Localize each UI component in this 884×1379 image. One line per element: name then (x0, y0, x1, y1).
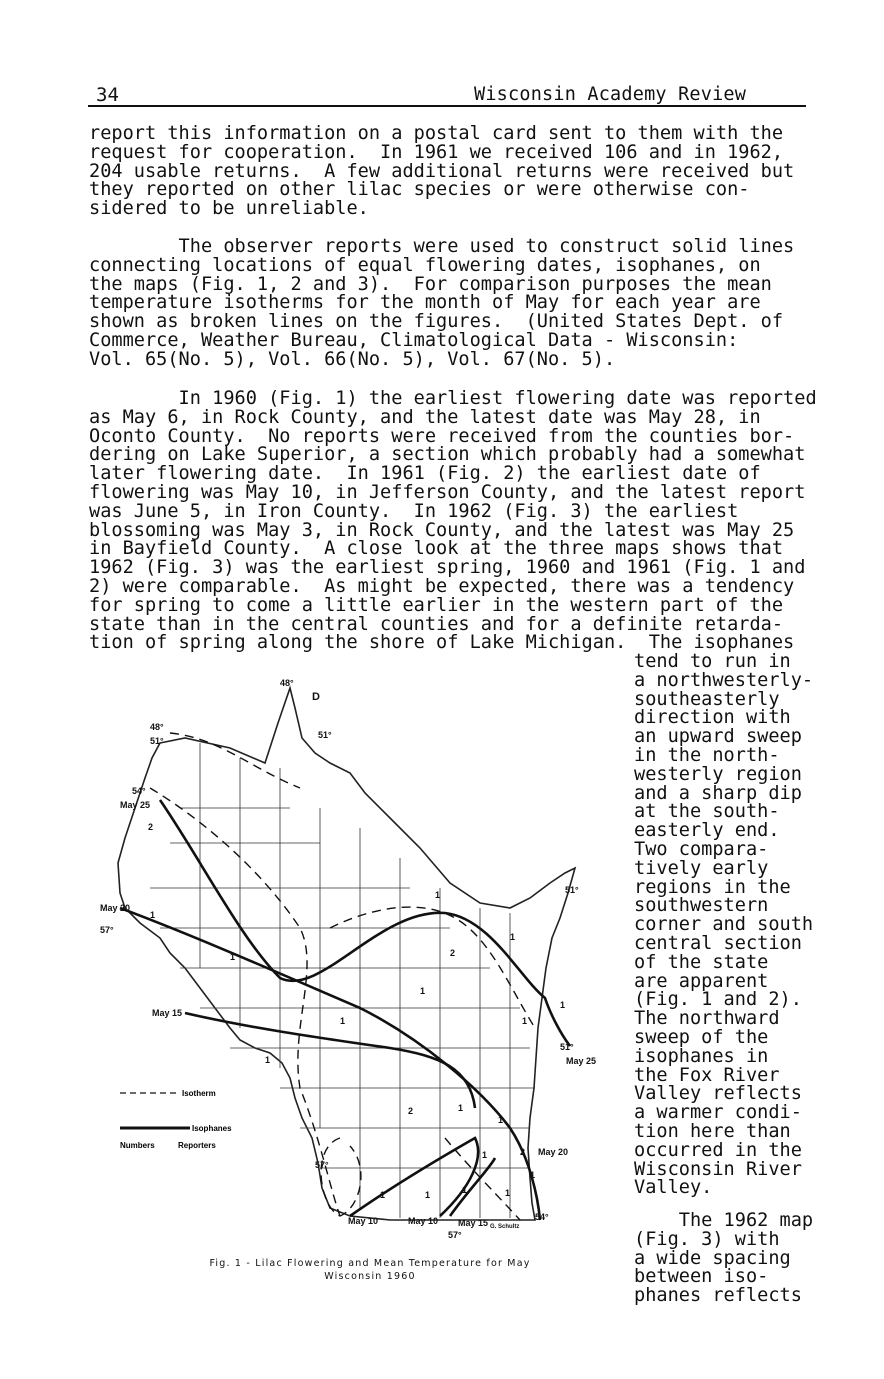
page-number: 34 (96, 84, 119, 106)
legend-isotherm: Isotherm (182, 1089, 216, 1098)
reporter-count-label: 1 (420, 986, 426, 996)
isotherm-label: 54° (535, 1212, 549, 1222)
figure-caption (170, 1257, 570, 1283)
isophane-label: May 20 (538, 1147, 569, 1157)
isophane-label: May 25 (566, 1056, 597, 1066)
caption-line-2: Wisconsin 1960 (324, 1271, 416, 1282)
wisconsin-lilac-map (90, 668, 597, 1240)
caption-line-1: Fig. 1 - Lilac Flowering and Mean Temperature for May (209, 1258, 531, 1269)
reporter-count-label: 1 (462, 1185, 468, 1195)
isotherm-label: 54° (132, 786, 146, 796)
reporter-count-label: 2 (520, 1147, 526, 1157)
reporter-count-label: 1 (510, 932, 516, 942)
isotherm-label: 57° (448, 1230, 462, 1240)
reporter-count-label: 1 (435, 890, 441, 900)
isophane-label: May 25 (120, 800, 151, 810)
isotherm-label: 48° (280, 678, 294, 688)
reporter-count-label: 2 (408, 1106, 414, 1116)
isotherm-label: 51° (318, 730, 332, 740)
isophane-label: May 20 (100, 903, 131, 913)
paragraph-1: report this information on a postal card sent to them with the request for cooperation. In 1961 we received 106 and in 1962, 204 usable returns. A few additional returns were received but they reported on other lilac species or were otherwise con- sidered to be unreliable. (89, 123, 795, 220)
map-legend (120, 1089, 232, 1150)
reporter-count-label: 1 (425, 1190, 431, 1200)
reporter-count-label: 1 (560, 1000, 566, 1010)
reporter-count-label: 2 (450, 948, 456, 958)
isotherm-label: 57° (315, 1160, 329, 1170)
place-label: D (312, 691, 320, 703)
isophane-lines (120, 800, 570, 1220)
reporter-count-label: 1 (498, 1115, 504, 1125)
side-column-text: tend to run in a northwesterly- southeasterly direction with an upward sweep in the north- westerly region and a sharp dip at the south- easterly end. Two compara- tively early regions in the southwestern corner and south central section of the state are apparent (Fig. 1 and 2). The northward sweep of the isophanes in the Fox River Valley reflects a warmer condi- tion here than occurred in the Wisconsin River Valley. (634, 651, 814, 1199)
isotherm-label: 48° (150, 722, 164, 732)
isotherm-label: 51° (565, 885, 579, 895)
isophane-label: May 15 (152, 1008, 183, 1018)
paragraph-3: In 1960 (Fig. 1) the earliest flowering date was reported as May 6, in Rock County, and the latest date was May 28, in Oconto County. No reports were received from the counties bor- dering on Lake Superior, a section which probably had a somewhat later flowering date. In 1961 (Fig. 2) the earliest date of flowering was May 10, in Jefferson County, and the latest report was June 5, in Iron County. In 1962 (Fig. 3) the earliest blossoming was May 3, in Rock County, and the latest was May 25 in Bayfield County. A close look at the three maps shows that 1962 (Fig. 3) was the earliest spring, 1960 and 1961 (Fig. 1 and 2) were comparable. As might be expected, there was a tendency for spring to come a little earlier in the western part of the state than in the central counties and for a definite retarda- tion of spring along the shore of Lake Michigan. The isophanes (89, 388, 817, 654)
reporter-count-label: 1 (530, 1170, 536, 1180)
paragraph-2: The observer reports were used to construct solid lines connecting locations of equal flowering dates, isophanes, on the maps (Fig. 1, 2 and 3). For comparison purposes the mean temperature isotherms for the month of May for each year are shown as broken lines on the figures. (United States Dept. of Commerce, Weather Bureau, Climatological Data - Wisconsin: Vol. 65(No. 5), Vol. 66(No. 5), Vol. 67(No. 5). (89, 236, 795, 370)
reporter-count-label: 2 (148, 822, 154, 832)
running-header-title: Wisconsin Academy Review (474, 84, 747, 105)
map-credit: G. Schultz (490, 1224, 520, 1230)
reporter-count-label: 1 (265, 1055, 271, 1065)
reporter-count-label: 1 (340, 1016, 346, 1026)
isotherm-label: 51° (560, 1042, 574, 1052)
side-column-text-2: The 1962 map (Fig. 3) with a wide spacing between iso- phanes reflects (634, 1210, 814, 1307)
reporter-count-label: 1 (522, 1016, 528, 1026)
legend-reporters: Reporters (178, 1141, 216, 1150)
isophane-label: May 10 (348, 1216, 379, 1226)
isotherm-label: 51° (150, 736, 164, 746)
isophane-label: May 10 (408, 1216, 439, 1226)
reporter-count-label: 1 (505, 1188, 511, 1198)
reporter-count-label: 1 (458, 1103, 464, 1113)
reporter-count-label: 1 (230, 952, 236, 962)
reporter-count-label: 1 (380, 1190, 386, 1200)
isophane-label: May 15 (458, 1218, 489, 1228)
legend-isophanes: Isophanes (192, 1124, 232, 1133)
reporter-count-label: 1 (482, 1150, 488, 1160)
reporter-count-label: 1 (150, 910, 156, 920)
isotherm-label: 57° (100, 925, 114, 935)
legend-numbers: Numbers (120, 1141, 155, 1150)
map-labels (100, 678, 596, 1240)
header-rule (88, 105, 806, 107)
